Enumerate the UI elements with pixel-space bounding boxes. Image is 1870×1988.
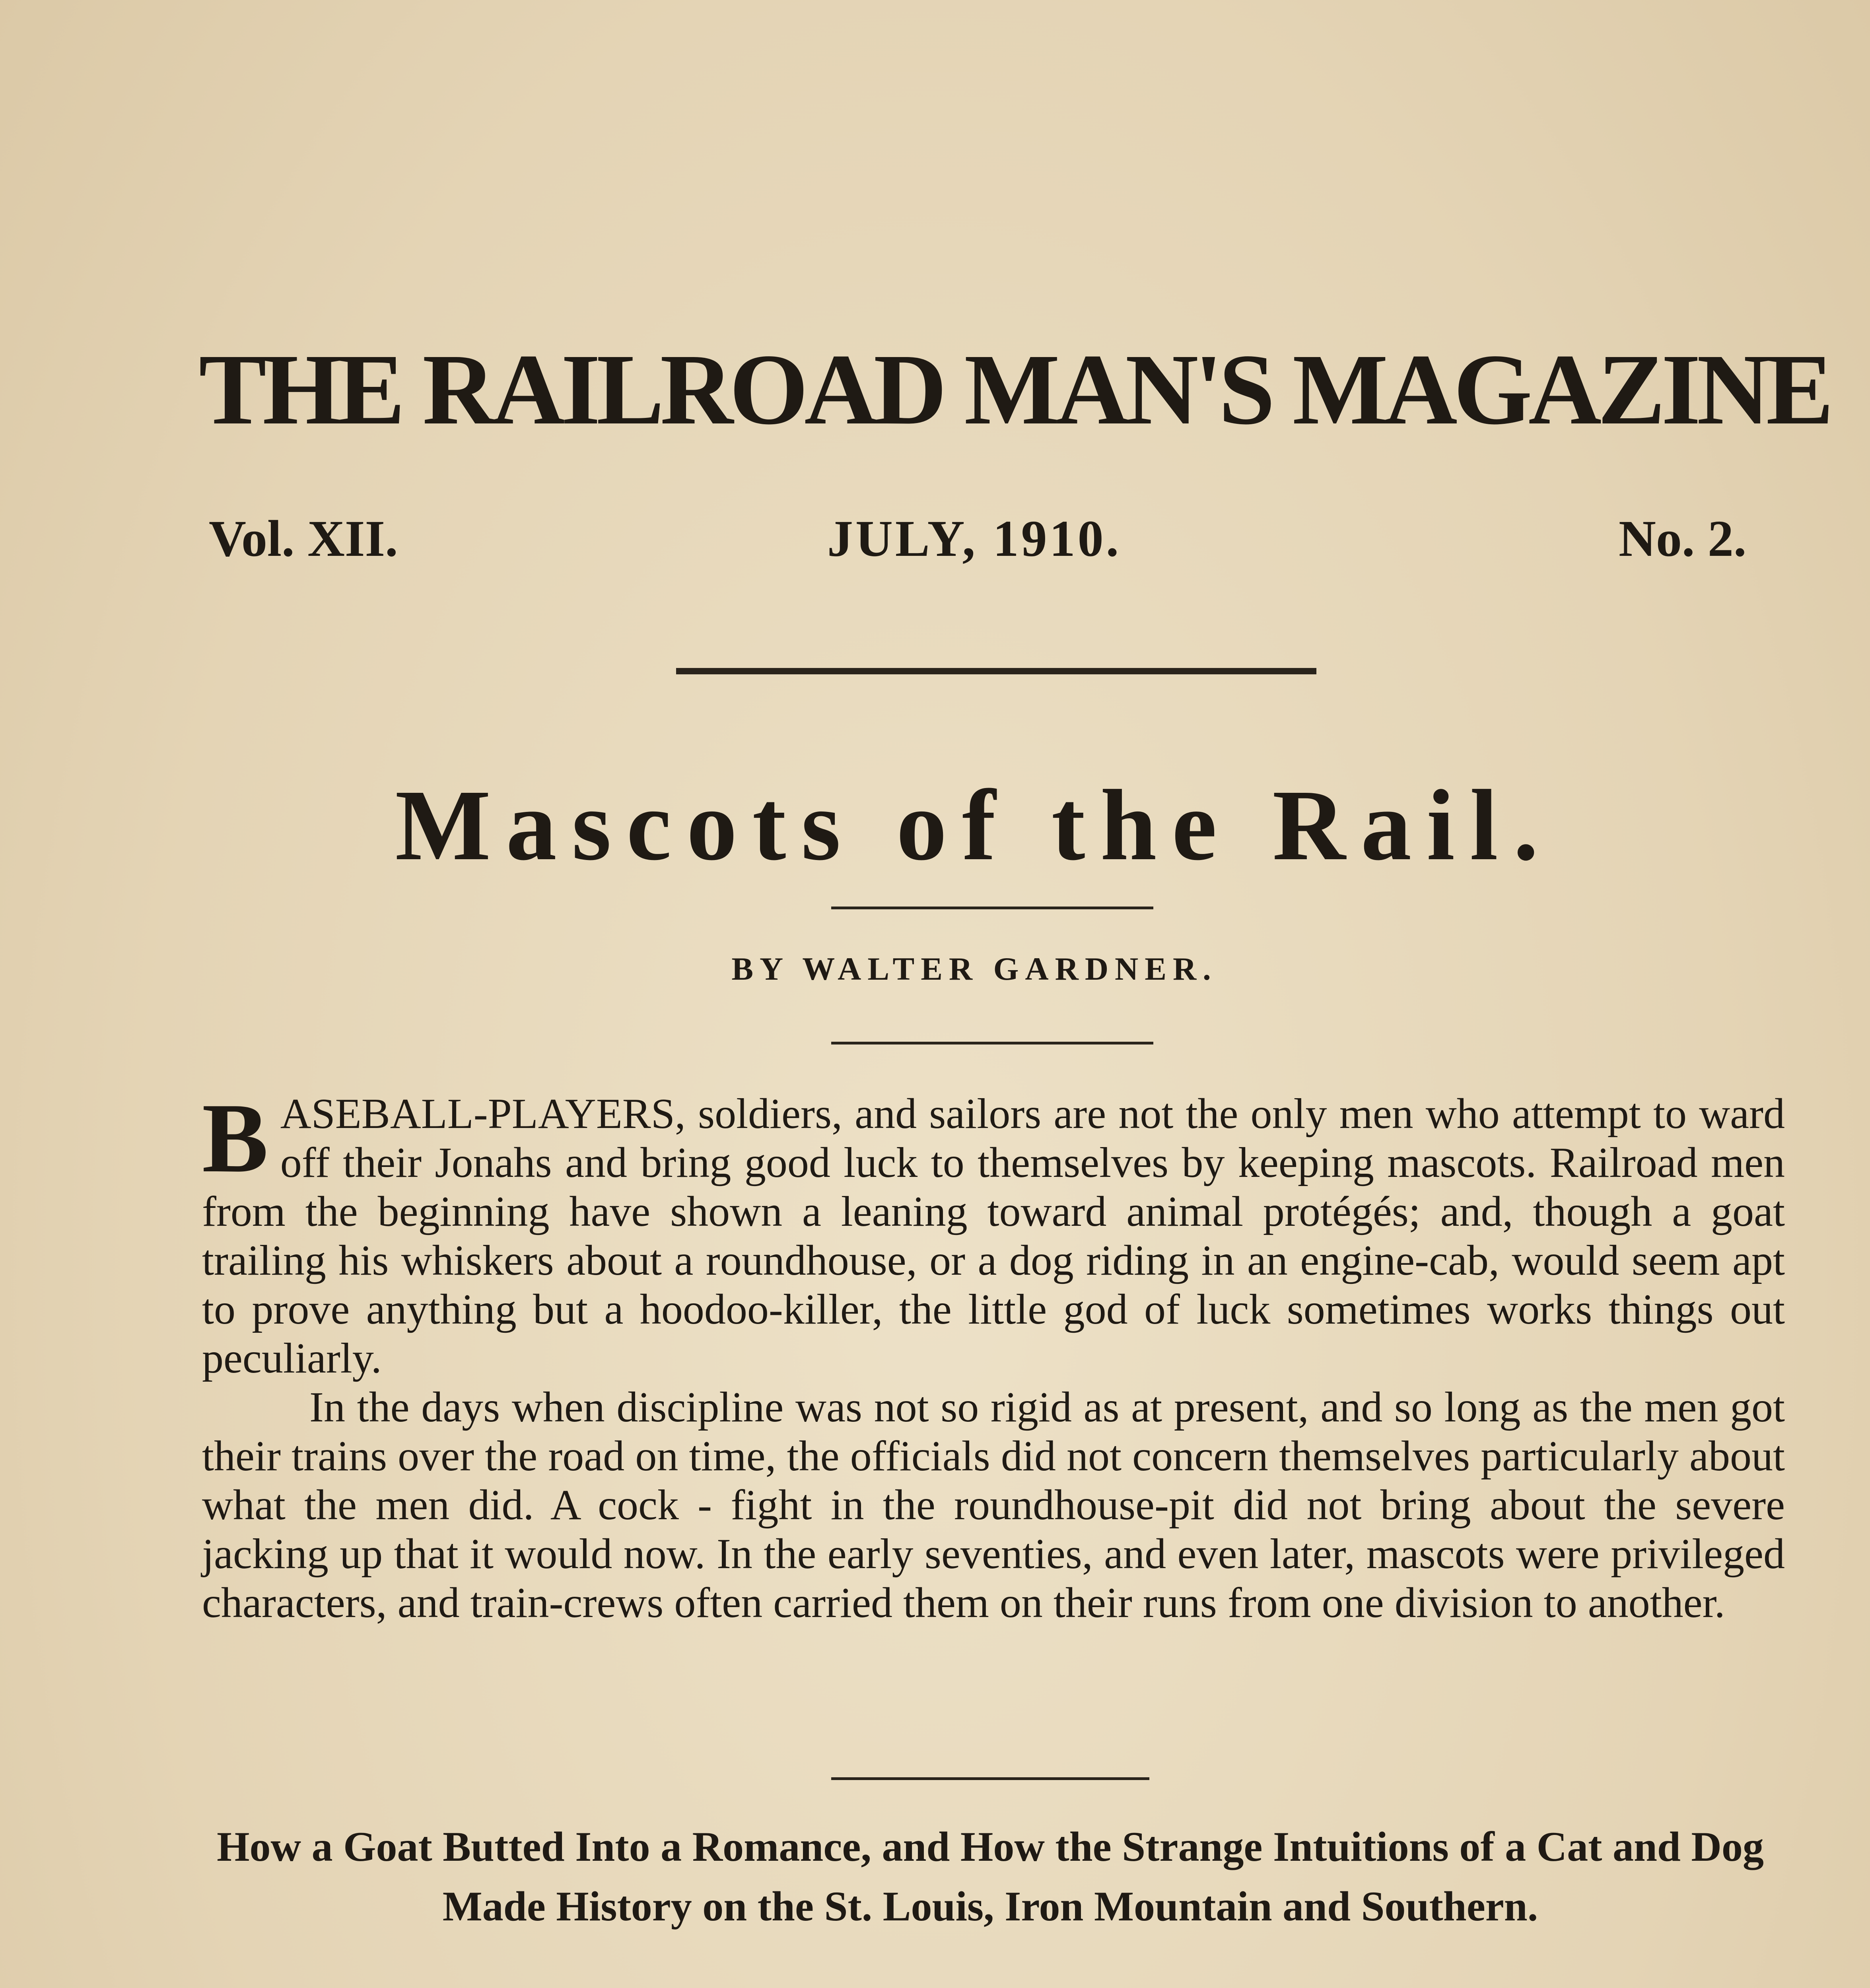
drop-cap-b: B	[202, 1083, 268, 1193]
issue-number: No. 2.	[1619, 510, 1747, 567]
issue-date: JULY, 1910.	[827, 510, 1122, 567]
article-intro	[202, 1083, 1785, 1627]
article-subheading: How a Goat Butted Into a Romance, and How the Strange Intuitions of a Cat and Dog Made History on the St. Louis, Iron Mountain and Southern.	[217, 1823, 1764, 1930]
intro-rule	[831, 1777, 1149, 1780]
volume-label: Vol. XII.	[209, 510, 398, 567]
magazine-masthead: THE RAILROAD MAN'S MAGAZINE	[199, 334, 1830, 446]
article-title: Mascots of the Rail.	[395, 769, 1554, 881]
title-rule	[831, 907, 1153, 909]
intro-paragraph-1	[202, 1083, 1785, 1383]
article-byline: BY WALTER GARDNER.	[731, 951, 1217, 987]
intro-paragraph-1-text: ASEBALL-PLAYERS, soldiers, and sailors are not the only men who attempt to ward off their Jonahs and bring good luck to themselves by keeping mascots. Railroad men from the beginning have shown a leaning toward animal protégés; and, though a goat trailing his whiskers about a roundhouse, or a dog riding in an engine-cab, would seem apt to prove anything but a hoodoo-killer, the little god of luck sometimes works things out peculiarly.	[202, 1090, 1785, 1382]
masthead-double-rule	[676, 668, 1316, 674]
intro-paragraph-2: In the days when discipline was not so rigid as at present, and so long as the men got their trains over the road on time, the officials did not concern themselves particularly about what the men did. A cock - fight in the roundhouse-pit did not bring about the severe jacking up that it would now. In the early seventies, and even later, mascots were privileged characters, and train-crews often carried them on their runs from one division to another.	[202, 1384, 1785, 1627]
byline-rule	[831, 1042, 1153, 1044]
